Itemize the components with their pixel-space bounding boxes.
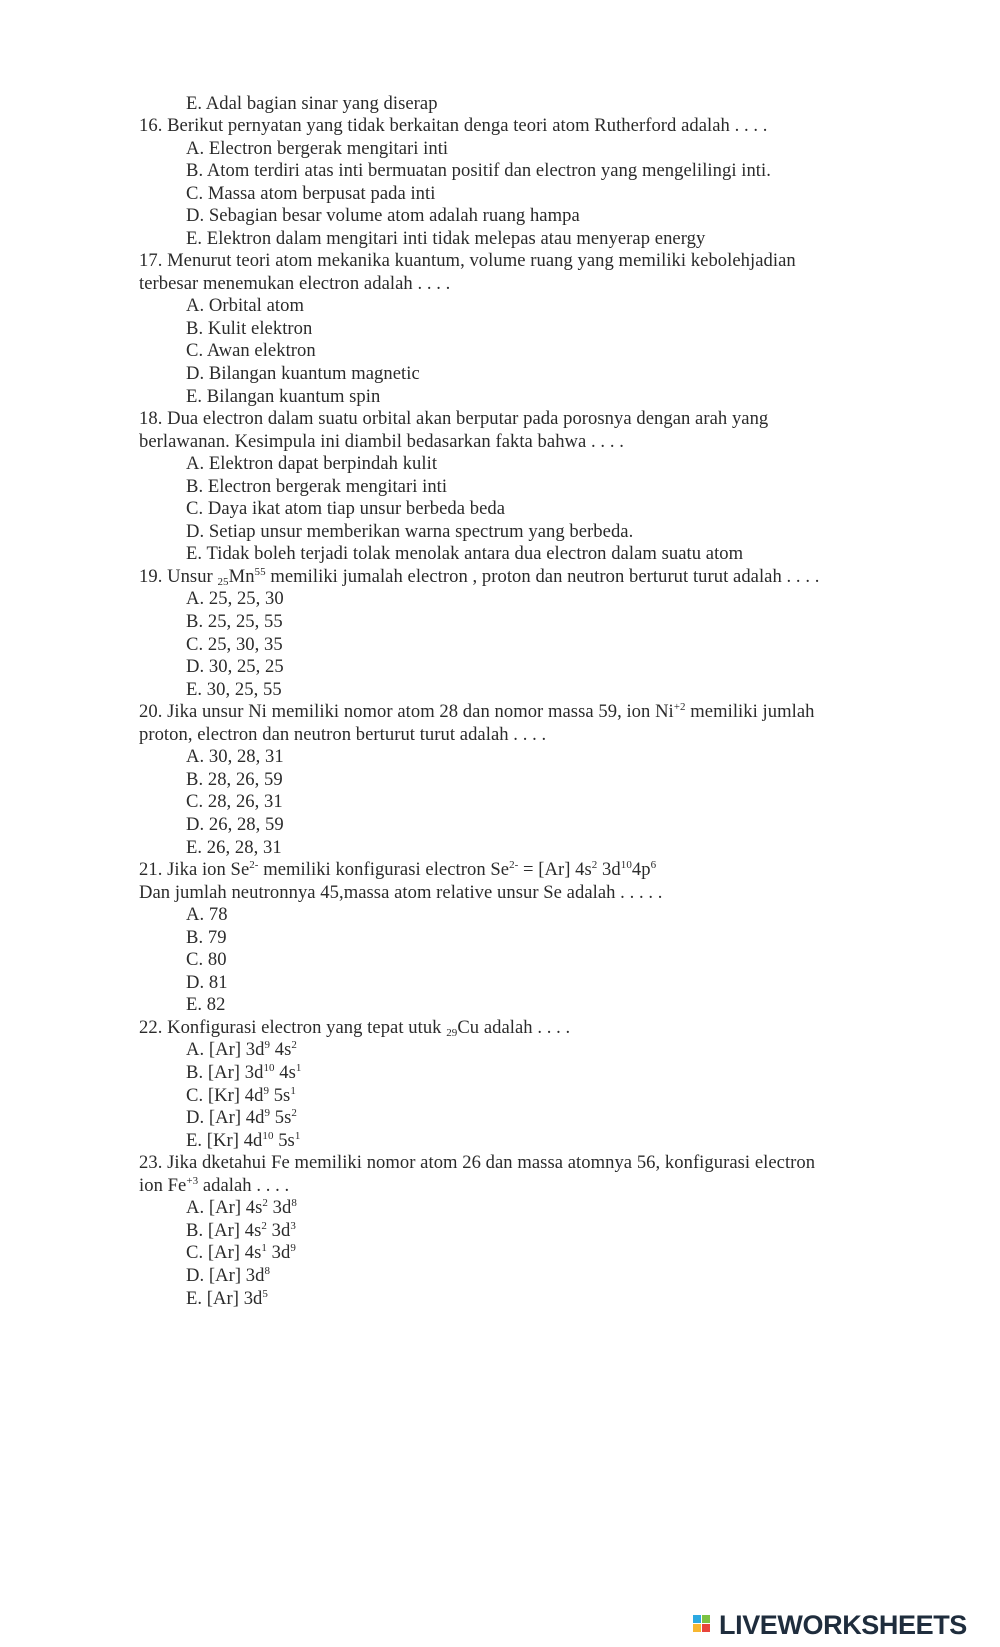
q19-option-c: C. 25, 30, 35 bbox=[186, 634, 283, 655]
q21-stem-c: = [Ar] 4s bbox=[518, 859, 592, 880]
q21-stem-line1 bbox=[139, 859, 656, 881]
q22-option-e: E. [Kr] $4d^{10}$ $5s^1$ bbox=[186, 1130, 301, 1151]
logo-square-1 bbox=[693, 1615, 701, 1623]
q19-option-e: E. 30, 25, 55 bbox=[186, 679, 282, 700]
liveworksheets-wordmark: LIVEWORKSHEETS bbox=[719, 1609, 967, 1640]
q23-stem-line2-prefix: ion Fe bbox=[139, 1175, 187, 1196]
q21-stem-a: 21. Jika ion Se bbox=[139, 859, 250, 880]
q20-option-a: A. 30, 28, 31 bbox=[186, 746, 284, 767]
q23-option-a: A. [Ar] $4s^2$ $3d^8$ bbox=[186, 1197, 297, 1218]
q19-stem-suffix: memiliki jumalah electron , proton dan neutron berturut turut adalah . . . . bbox=[265, 566, 820, 587]
q16-stem: 16. Berikut pernyatan yang tidak berkaitan denga teori atom Rutherford adalah . . . . bbox=[139, 115, 768, 136]
q16-option-b: B. Atom terdiri atas inti bermuatan positif dan electron yang mengelilingi inti. bbox=[186, 160, 771, 181]
q23-stem-line1: 23. Jika dketahui Fe memiliki nomor atom 26 dan massa atomnya 56, konfigurasi electron bbox=[139, 1152, 816, 1173]
logo-square-3 bbox=[693, 1624, 701, 1632]
q21-option-b: B. 79 bbox=[186, 927, 227, 948]
q21-stem-e: 4p bbox=[631, 859, 651, 880]
q21-option-d: D. 81 bbox=[186, 972, 228, 993]
q17-option-b: B. Kulit elektron bbox=[186, 318, 313, 339]
q20-option-d: D. 26, 28, 59 bbox=[186, 814, 284, 835]
q16-option-d: D. Sebagian besar volume atom adalah ruang hampa bbox=[186, 205, 580, 226]
q21-ion-charge-2: 2- bbox=[509, 859, 519, 871]
q23-option-e: E. [Ar] $3d^5$ bbox=[186, 1288, 268, 1309]
q16-option-c: C. Massa atom berpusat pada inti bbox=[186, 183, 436, 204]
q21-s-exponent: 2 bbox=[591, 859, 598, 871]
q19-atomic-number: 25 bbox=[217, 576, 229, 588]
q17-option-a: A. Orbital atom bbox=[186, 295, 304, 316]
q20-stem-part1: 20. Jika unsur Ni memiliki nomor atom 28 dan nomor massa 59, ion Ni bbox=[139, 701, 674, 722]
logo-square-4 bbox=[702, 1624, 710, 1632]
q20-option-c: C. 28, 26, 31 bbox=[186, 791, 283, 812]
q22-stem-prefix: 22. Konfigurasi electron yang tepat utuk bbox=[139, 1017, 447, 1038]
q18-option-a: A. Elektron dapat berpindah kulit bbox=[186, 453, 438, 474]
q20-stem-part2: memiliki jumlah bbox=[685, 701, 815, 722]
q19-option-d: D. 30, 25, 25 bbox=[186, 656, 284, 677]
q17-option-c: C. Awan elektron bbox=[186, 340, 316, 361]
logo-square-2 bbox=[702, 1615, 710, 1623]
q20-ion-charge: +2 bbox=[673, 701, 686, 713]
q16-option-e: E. Elektron dalam mengitari inti tidak melepas atau menyerap energy bbox=[186, 228, 706, 249]
q23-stem-line2 bbox=[139, 1175, 289, 1197]
q19-option-a: A. 25, 25, 30 bbox=[186, 588, 284, 609]
q22-stem bbox=[139, 1017, 570, 1039]
q19-option-b: B. 25, 25, 55 bbox=[186, 611, 283, 632]
q19-symbol: Mn bbox=[228, 566, 255, 587]
q21-stem-b: memiliki konfigurasi electron Se bbox=[258, 859, 510, 880]
q18-option-c: C. Daya ikat atom tiap unsur berbeda beda bbox=[186, 498, 506, 519]
q22-stem-suffix: adalah . . . . bbox=[479, 1017, 571, 1038]
q23-stem-line2-suffix: adalah . . . . bbox=[198, 1175, 290, 1196]
liveworksheets-logo-icon bbox=[693, 1613, 717, 1637]
q22-option-b: B. [Ar] $3d^{10}$ $4s^1$ bbox=[186, 1062, 302, 1083]
q16-option-a: A. Electron bergerak mengitari inti bbox=[186, 138, 449, 159]
q19-mass-number: 55 bbox=[254, 566, 266, 578]
q20-option-b: B. 28, 26, 59 bbox=[186, 769, 283, 790]
q21-option-e: E. 82 bbox=[186, 994, 226, 1015]
q17-stem-line2: terbesar menemukan electron adalah . . . . bbox=[139, 273, 451, 294]
q21-d-exponent: 10 bbox=[620, 859, 632, 871]
q23-option-d: D. [Ar] $3d^8$ bbox=[186, 1265, 271, 1286]
q18-option-d: D. Setiap unsur memberikan warna spectrum yang berbeda. bbox=[186, 521, 634, 542]
q22-symbol: Cu bbox=[457, 1017, 480, 1038]
q20-option-e: E. 26, 28, 31 bbox=[186, 837, 282, 858]
q18-option-b: B. Electron bergerak mengitari inti bbox=[186, 476, 448, 497]
q17-option-e: E. Bilangan kuantum spin bbox=[186, 386, 381, 407]
q17-stem-line1: 17. Menurut teori atom mekanika kuantum, volume ruang yang memiliki kebolehjadian bbox=[139, 250, 796, 271]
q20-stem-line1 bbox=[139, 701, 814, 723]
q21-option-c: C. 80 bbox=[186, 949, 227, 970]
q23-option-c: C. [Ar] $4s^1$ $3d^9$ bbox=[186, 1242, 296, 1263]
q19-stem-prefix: 19. Unsur bbox=[139, 566, 218, 587]
q15-option-e: E. Adal bagian sinar yang diserap bbox=[186, 93, 438, 114]
q18-stem-line2: berlawanan. Kesimpula ini diambil bedasarkan fakta bahwa . . . . bbox=[139, 431, 624, 452]
q20-stem-line2: proton, electron dan neutron berturut turut adalah . . . . bbox=[139, 724, 547, 745]
q21-ion-charge: 2- bbox=[249, 859, 259, 871]
q22-option-d: D. [Ar] $4d^9$ $5s^2$ bbox=[186, 1107, 297, 1128]
q23-ion-charge: +3 bbox=[186, 1175, 199, 1187]
q17-option-d: D. Bilangan kuantum magnetic bbox=[186, 363, 420, 384]
q18-stem-line1: 18. Dua electron dalam suatu orbital akan berputar pada porosnya dengan arah yang bbox=[139, 408, 769, 429]
q22-option-a: A. [Ar] $3d^9$ $4s^2$ bbox=[186, 1039, 297, 1060]
q22-atomic-number: 29 bbox=[446, 1027, 458, 1039]
q19-stem bbox=[139, 566, 819, 588]
q21-p-exponent: 6 bbox=[650, 859, 657, 871]
q21-stem-line2: Dan jumlah neutronnya 45,massa atom relative unsur Se adalah . . . . . bbox=[139, 882, 663, 903]
q18-option-e: E. Tidak boleh terjadi tolak menolak antara dua electron dalam suatu atom bbox=[186, 543, 744, 564]
q21-stem-d: 3d bbox=[597, 859, 621, 880]
liveworksheets-branding[interactable] bbox=[693, 1610, 967, 1640]
q21-option-a: A. 78 bbox=[186, 904, 228, 925]
q22-option-c: C. [Kr] $4d^9$ $5s^1$ bbox=[186, 1085, 296, 1106]
q23-option-b: B. [Ar] $4s^2$ $3d^3$ bbox=[186, 1220, 296, 1241]
